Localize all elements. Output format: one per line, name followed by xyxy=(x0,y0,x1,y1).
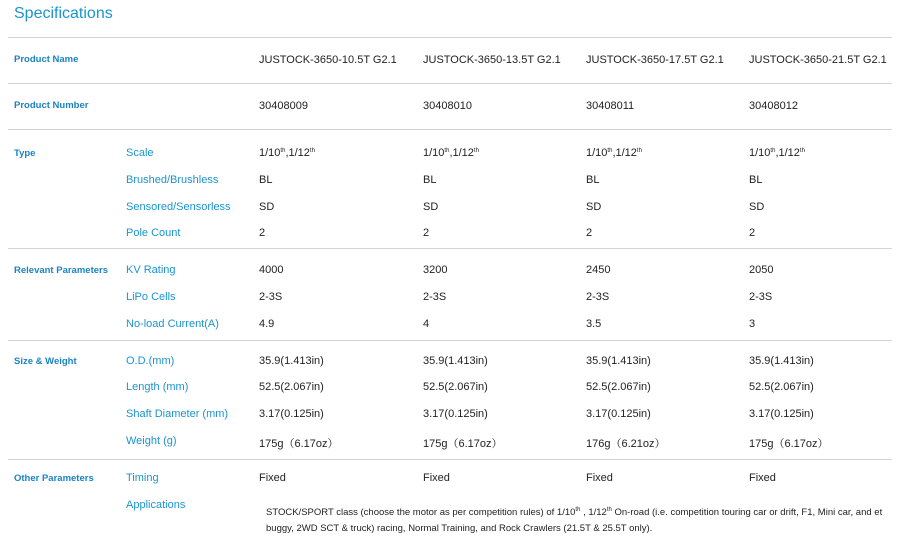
length-value: 52.5(2.067in) xyxy=(259,381,324,393)
product-name: JUSTOCK-3650-17.5T G2.1 xyxy=(586,54,724,66)
weight-value: 176g（6.21oz） xyxy=(586,438,666,450)
pole-count-value: 2 xyxy=(423,227,430,239)
sensored-value: SD xyxy=(423,201,439,213)
product-name: JUSTOCK-3650-21.5T G2.1 xyxy=(749,54,887,66)
od-value: 35.9(1.413in) xyxy=(259,355,324,367)
pole-count-value: 2 xyxy=(586,227,593,239)
sensored-value: SD xyxy=(259,201,275,213)
kv-value: 2050 xyxy=(749,264,774,276)
label-weight: Weight (g) xyxy=(126,435,177,447)
label-length: Length (mm) xyxy=(126,381,189,393)
noload-value: 4 xyxy=(423,318,430,330)
lipo-value: 2-3S xyxy=(749,291,773,303)
product-number: 30408010 xyxy=(423,100,472,112)
section-other-parameters: Other Parameters xyxy=(14,473,94,484)
label-scale: Scale xyxy=(126,147,154,159)
label-noload-current: No-load Current(A) xyxy=(126,318,219,330)
pole-count-value: 2 xyxy=(749,227,756,239)
label-brushed: Brushed/Brushless xyxy=(126,174,219,186)
product-number: 30408012 xyxy=(749,100,798,112)
brushed-value: BL xyxy=(259,174,273,186)
product-name: JUSTOCK-3650-10.5T G2.1 xyxy=(259,54,397,66)
scale-value: 1/10th,1/12th xyxy=(749,147,805,159)
divider xyxy=(8,129,892,130)
pole-count-value: 2 xyxy=(259,227,266,239)
scale-value: 1/10th,1/12th xyxy=(586,147,642,159)
label-pole-count: Pole Count xyxy=(126,227,181,239)
od-value: 35.9(1.413in) xyxy=(586,355,651,367)
divider xyxy=(8,37,892,38)
sensored-value: SD xyxy=(586,201,602,213)
brushed-value: BL xyxy=(586,174,600,186)
divider xyxy=(8,459,892,460)
label-kv-rating: KV Rating xyxy=(126,264,176,276)
lipo-value: 2-3S xyxy=(586,291,610,303)
weight-value: 175g（6.17oz） xyxy=(423,438,503,450)
page-title: Specifications xyxy=(14,5,113,22)
label-od: O.D.(mm) xyxy=(126,355,175,367)
divider xyxy=(8,248,892,249)
label-timing: Timing xyxy=(126,472,159,484)
noload-value: 3.5 xyxy=(586,318,602,330)
noload-value: 3 xyxy=(749,318,756,330)
timing-value: Fixed xyxy=(423,472,450,484)
kv-value: 4000 xyxy=(259,264,284,276)
timing-value: Fixed xyxy=(586,472,613,484)
label-sensored: Sensored/Sensorless xyxy=(126,201,231,213)
label-applications: Applications xyxy=(126,499,186,511)
od-value: 35.9(1.413in) xyxy=(423,355,488,367)
timing-value: Fixed xyxy=(259,472,286,484)
section-product-name: Product Name xyxy=(14,54,79,65)
length-value: 52.5(2.067in) xyxy=(423,381,488,393)
length-value: 52.5(2.067in) xyxy=(586,381,651,393)
label-shaft-diameter: Shaft Diameter (mm) xyxy=(126,408,229,420)
kv-value: 2450 xyxy=(586,264,611,276)
section-type: Type xyxy=(14,148,36,159)
shaft-value: 3.17(0.125in) xyxy=(423,408,488,420)
label-lipo-cells: LiPo Cells xyxy=(126,291,176,303)
applications-description: STOCK/SPORT class (choose the motor as per competition rules) of 1/10th , 1/12th On-road (i.e. competition touring car or drift, F1, Mini car, and et buggy, 2WD SCT & truck) racing, Normal Training, and Rock Crawlers (21.5T & 25.5T only). xyxy=(266,507,883,534)
product-number: 30408009 xyxy=(259,100,308,112)
scale-value: 1/10th,1/12th xyxy=(423,147,479,159)
product-number: 30408011 xyxy=(586,100,635,112)
timing-value: Fixed xyxy=(749,472,776,484)
lipo-value: 2-3S xyxy=(423,291,447,303)
od-value: 35.9(1.413in) xyxy=(749,355,814,367)
shaft-value: 3.17(0.125in) xyxy=(586,408,651,420)
weight-value: 175g（6.17oz） xyxy=(259,438,339,450)
brushed-value: BL xyxy=(423,174,437,186)
scale-value: 1/10th,1/12th xyxy=(259,147,315,159)
noload-value: 4.9 xyxy=(259,318,275,330)
shaft-value: 3.17(0.125in) xyxy=(749,408,814,420)
lipo-value: 2-3S xyxy=(259,291,283,303)
shaft-value: 3.17(0.125in) xyxy=(259,408,324,420)
section-product-number: Product Number xyxy=(14,100,89,111)
kv-value: 3200 xyxy=(423,264,448,276)
sensored-value: SD xyxy=(749,201,765,213)
divider xyxy=(8,83,892,84)
length-value: 52.5(2.067in) xyxy=(749,381,814,393)
product-name: JUSTOCK-3650-13.5T G2.1 xyxy=(423,54,561,66)
divider xyxy=(8,340,892,341)
section-size-weight: Size & Weight xyxy=(14,356,77,367)
section-relevant-parameters: Relevant Parameters xyxy=(14,265,108,276)
weight-value: 175g（6.17oz） xyxy=(749,438,829,450)
brushed-value: BL xyxy=(749,174,763,186)
